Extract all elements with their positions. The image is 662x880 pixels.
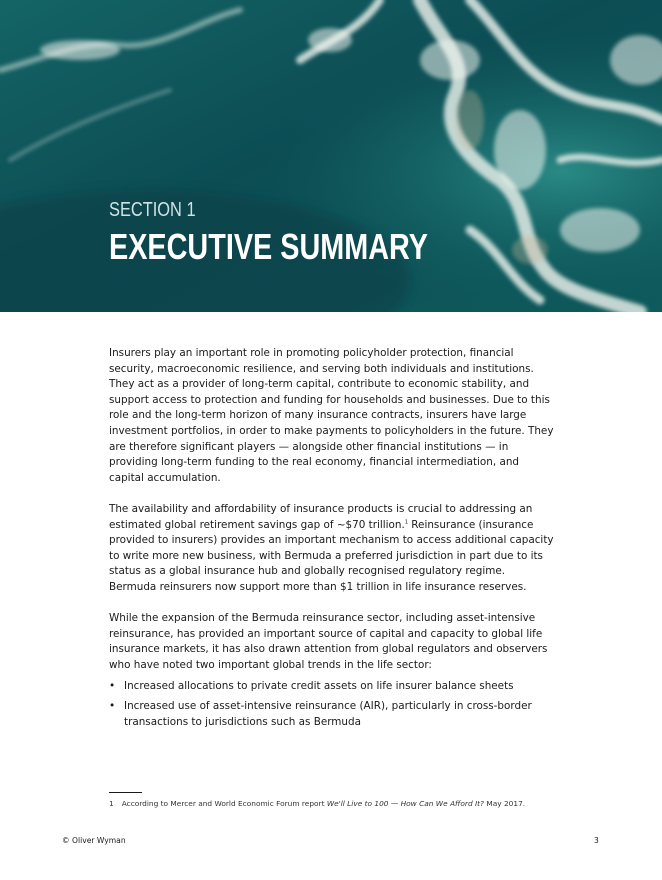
list-item: • Increased allocations to private credit assets on life insurer balance sheets xyxy=(109,679,555,695)
footnote-ref-1: 1 xyxy=(404,519,408,526)
footnote-number: 1 xyxy=(109,799,114,808)
paragraph-2-text-b: Reinsurance (insurance provided to insurers) provides an important mechanism to access additional capacity to write more new business, with Bermuda a preferred jurisdiction in part due to its status as a global insurance hub and globally recognised regulatory regime. Bermuda reinsurers now support more than $1 trillion in life insurance reserves. xyxy=(109,518,554,593)
paragraph-2-text-a: The availability and affordability of insurance products is crucial to addressing an estimated global retirement savings gap of ~$70 trillion. xyxy=(109,502,533,531)
footnote-divider xyxy=(109,792,142,793)
paragraph-2 xyxy=(109,502,555,596)
trend-list xyxy=(109,679,555,730)
page-title: EXECUTIVE SUMMARY xyxy=(109,226,428,267)
page-number: 3 xyxy=(594,836,599,845)
section-label: SECTION 1 xyxy=(109,199,196,221)
footnote-prefix: According to Mercer and World Economic Forum report xyxy=(121,799,327,808)
list-item: • Increased use of asset-intensive reinsurance (AIR), particularly in cross-border transactions to jurisdictions such as Bermuda xyxy=(109,699,555,730)
footer-copyright: © Oliver Wyman xyxy=(62,836,126,845)
footnote-report-title: We'll Live to 100 — How Can We Afford It? xyxy=(326,799,484,808)
paragraph-1: Insurers play an important role in promoting policyholder protection, financial security, macroeconomic resilience, and serving both individuals and institutions. They act as a provider of long-term capital, contribute to economic stability, and support access to protection and funding for households and businesses. Due to this role and the long-term horizon of many insurance contracts, insurers have large investment portfolios, in order to make payments to policyholders in the future. They are therefore significant players — alongside other financial institutions — in providing long-term funding to the real economy, financial intermediation, and capital accumulation. xyxy=(109,347,554,484)
footnote-suffix: May 2017. xyxy=(483,799,526,808)
body-content xyxy=(109,346,555,734)
hero-ocean-image xyxy=(0,0,662,312)
footnote xyxy=(109,799,569,808)
paragraph-3: While the expansion of the Bermuda reinsurance sector, including asset-intensive reinsurance, has provided an important source of capital and capacity to global life insurance markets, it has also drawn attention from global regulators and observers who have noted two important global trends in the life sector: xyxy=(109,612,548,671)
